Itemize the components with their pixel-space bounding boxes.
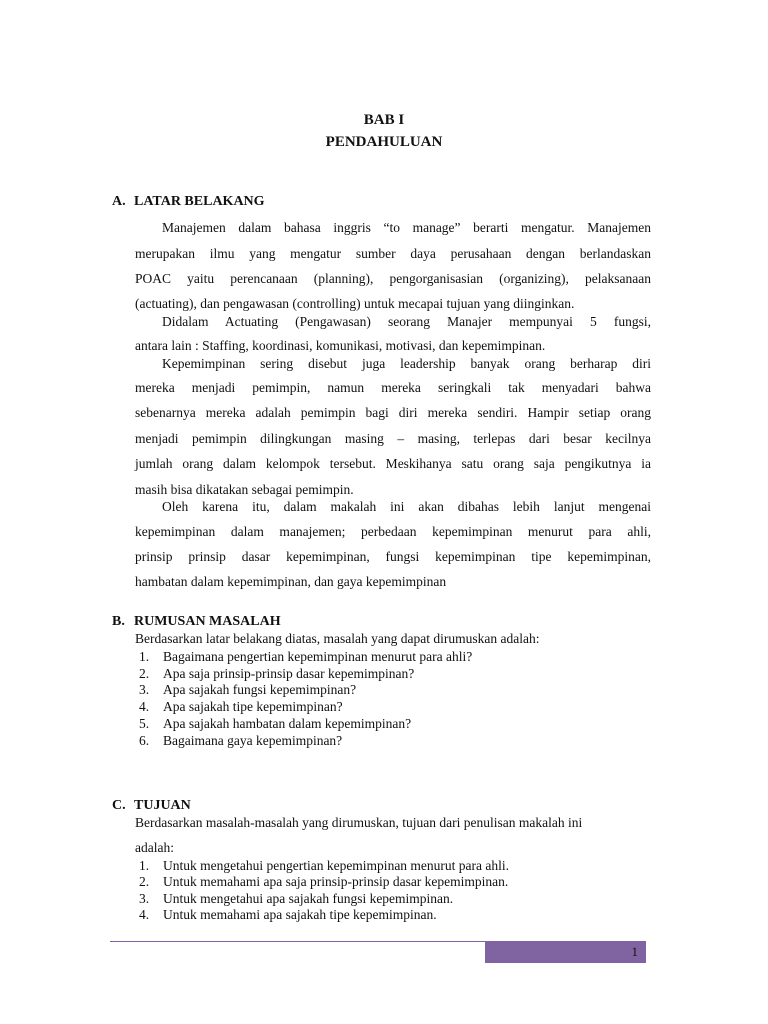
section-a-title: LATAR BELAKANG [134, 194, 265, 209]
paragraph-line: mereka menjadi pemimpin, namun mereka seringkali tak menyadari bahwa [135, 380, 651, 395]
list-item-number: 1. [139, 649, 150, 664]
section-b-title: RUMUSAN MASALAH [134, 614, 281, 629]
section-c-title: TUJUAN [134, 798, 191, 813]
list-item-number: 4. [139, 907, 150, 922]
list-item-number: 2. [139, 874, 150, 889]
section-a-heading [112, 194, 265, 210]
list-item [139, 874, 508, 890]
section-b-letter: B. [112, 614, 125, 629]
section-c-intro-continued: adalah: [135, 840, 174, 855]
list-item-text: Untuk memahami apa saja prinsip-prinsip dasar kepemimpinan. [163, 874, 509, 889]
list-item [139, 907, 437, 923]
list-item-number: 3. [139, 891, 150, 906]
list-item [139, 716, 411, 732]
section-a-letter: A. [112, 194, 126, 209]
paragraph-line: sebenarnya mereka adalah pemimpin bagi diri mereka sendiri. Hampir setiap orang [135, 405, 651, 420]
page-number-box [485, 941, 646, 963]
list-item-text: Untuk mengetahui pengertian kepemimpinan menurut para ahli. [163, 858, 510, 873]
list-item-number: 2. [139, 666, 150, 681]
list-item-number: 3. [139, 682, 150, 697]
list-item [139, 649, 472, 665]
list-item-number: 4. [139, 699, 150, 714]
list-item [139, 891, 453, 907]
paragraph-line: antara lain : Staffing, koordinasi, komunikasi, motivasi, dan kepemimpinan. [135, 338, 546, 353]
list-item-text: Untuk memahami apa sajakah tipe kepemimpinan. [163, 907, 437, 922]
list-item-text: Bagaimana pengertian kepemimpinan menurut para ahli? [163, 649, 473, 664]
section-b-heading [112, 614, 281, 630]
paragraph-line: jumlah orang dalam kelompok tersebut. Meskihanya satu orang saja pengikutnya ia [135, 456, 651, 471]
paragraph-line: Didalam Actuating (Pengawasan) seorang Manajer mempunyai 5 fungsi, [162, 314, 651, 329]
section-c-heading [112, 798, 191, 814]
list-item-number: 5. [139, 716, 150, 731]
paragraph-line: (actuating), dan pengawasan (controlling) untuk mecapai tujuan yang diinginkan. [135, 296, 575, 311]
section-c-intro: Berdasarkan masalah-masalah yang dirumuskan, tujuan dari penulisan makalah ini [135, 815, 583, 830]
list-item-text: Apa sajakah tipe kepemimpinan? [163, 699, 343, 714]
list-item-text: Apa sajakah fungsi kepemimpinan? [163, 682, 357, 697]
list-item [139, 858, 509, 874]
list-item [139, 666, 414, 682]
chapter-number: BAB I [363, 112, 405, 128]
list-item-text: Apa saja prinsip-prinsip dasar kepemimpinan? [163, 666, 415, 681]
paragraph-line: menjadi pemimpin dilingkungan masing – masing, terlepas dari besar kecilnya [135, 431, 651, 446]
list-item-text: Apa sajakah hambatan dalam kepemimpinan? [163, 716, 412, 731]
paragraph-line: Manajemen dalam bahasa inggris “to manage” berarti mengatur. Manajemen [162, 220, 651, 235]
list-item-number: 1. [139, 858, 150, 873]
section-b-intro: Berdasarkan latar belakang diatas, masalah yang dapat dirumuskan adalah: [135, 631, 540, 646]
section-c-letter: C. [112, 798, 126, 813]
paragraph-line: Kepemimpinan sering disebut juga leadership banyak orang berharap diri [162, 356, 651, 371]
paragraph-line: merupakan ilmu yang mengatur sumber daya perusahaan dengan berlandaskan [135, 246, 651, 261]
list-item-text: Untuk mengetahui apa sajakah fungsi kepemimpinan. [163, 891, 454, 906]
paragraph-line: Oleh karena itu, dalam makalah ini akan dibahas lebih lanjut mengenai [162, 499, 651, 514]
list-item [139, 682, 356, 698]
paragraph-line: masih bisa dikatakan sebagai pemimpin. [135, 482, 354, 497]
list-item-number: 6. [139, 733, 150, 748]
paragraph-line: POAC yaitu perencanaan (planning), pengorganisasian (organizing), pelaksanaan [135, 271, 651, 286]
page-number: 1 [631, 944, 638, 959]
list-item-text: Bagaimana gaya kepemimpinan? [163, 733, 343, 748]
paragraph-line: kepemimpinan dalam manajemen; perbedaan kepemimpinan menurut para ahli, [135, 524, 651, 539]
paragraph-line: hambatan dalam kepemimpinan, dan gaya kepemimpinan [135, 574, 447, 589]
list-item [139, 733, 342, 749]
list-item [139, 699, 343, 715]
paragraph-line: prinsip prinsip dasar kepemimpinan, fungsi kepemimpinan tipe kepemimpinan, [135, 549, 651, 564]
chapter-title: PENDAHULUAN [325, 134, 443, 150]
